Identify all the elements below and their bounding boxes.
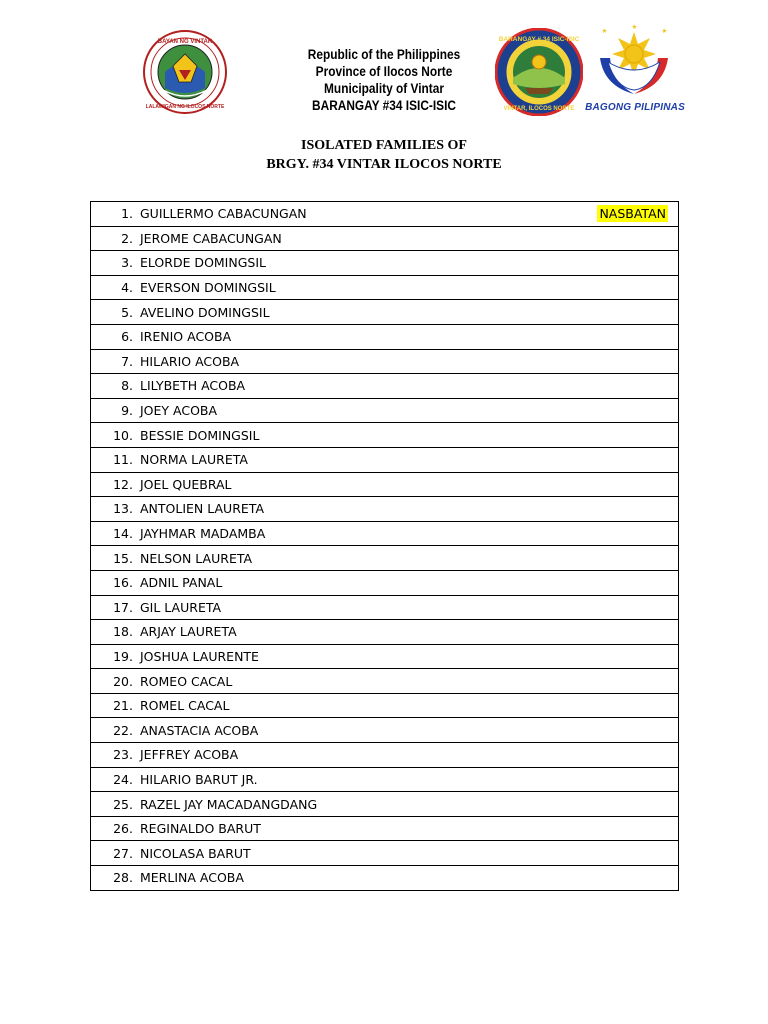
family-name: NELSON LAURETA: [140, 550, 253, 566]
table-row: [91, 546, 679, 571]
family-name: ARJAY LAURETA: [140, 624, 237, 640]
row-number: 15.: [113, 550, 133, 566]
isolated-families-table: [90, 201, 679, 891]
table-row: [91, 841, 679, 866]
table-row: [91, 447, 679, 472]
family-cell: [91, 644, 679, 669]
svg-text:LALAWIGAN NG ILOCOS NORTE: LALAWIGAN NG ILOCOS NORTE: [145, 104, 225, 110]
family-name: GUILLERMO CABACUNGAN: [140, 206, 307, 222]
table-row: [91, 595, 679, 620]
table-row: [91, 644, 679, 669]
family-cell: [91, 620, 679, 645]
row-number: 13.: [113, 501, 133, 517]
table-row: [91, 251, 679, 276]
family-cell: [91, 595, 679, 620]
table-row: [91, 497, 679, 522]
family-name: IRENIO ACOBA: [140, 329, 232, 345]
table-row: [91, 275, 679, 300]
family-name: HILARIO BARUT JR.: [140, 771, 258, 787]
row-number: 22.: [113, 722, 133, 738]
table-row: [91, 472, 679, 497]
header-line-province: Province of Ilocos Norte: [315, 64, 453, 79]
row-number: 12.: [113, 476, 133, 492]
row-number: 3.: [121, 255, 133, 271]
family-cell: [91, 275, 679, 300]
table-row: [91, 620, 679, 645]
row-number: 18.: [113, 624, 133, 640]
row-number: 7.: [121, 353, 133, 369]
family-name: EVERSON DOMINGSIL: [140, 280, 276, 296]
family-cell: [91, 300, 679, 325]
row-number: 9.: [121, 403, 133, 419]
table-row: [91, 792, 679, 817]
family-cell: [91, 324, 679, 349]
family-cell: [91, 521, 679, 546]
svg-text:BARANGAY # 34 ISIC-ISIC: BARANGAY # 34 ISIC-ISIC: [498, 36, 580, 43]
barangay-34-isic-isic-seal-icon: [495, 28, 583, 116]
svg-text:BAYAN NG VINTAR: BAYAN NG VINTAR: [157, 39, 213, 45]
table-row: [91, 816, 679, 841]
row-number: 20.: [113, 673, 133, 689]
table-row: [91, 570, 679, 595]
row-number: 14.: [113, 526, 133, 542]
row-number: 5.: [121, 304, 133, 320]
family-name: LILYBETH ACOBA: [140, 378, 246, 394]
table-row: [91, 398, 679, 423]
family-name: HILARIO ACOBA: [140, 353, 240, 369]
table-row: [91, 349, 679, 374]
family-name: JOEL QUEBRAL: [140, 476, 232, 492]
family-cell: [91, 546, 679, 571]
family-cell: [91, 743, 679, 768]
row-number: 4.: [121, 280, 133, 296]
family-cell: [91, 202, 679, 227]
family-cell: [91, 251, 679, 276]
row-number: 28.: [113, 870, 133, 886]
title-line-2: BRGY. #34 VINTAR ILOCOS NORTE: [266, 157, 502, 172]
title-line-1: ISOLATED FAMILIES OF: [301, 138, 467, 153]
table-row: [91, 324, 679, 349]
family-cell: [91, 570, 679, 595]
family-cell: [91, 374, 679, 399]
family-name: NICOLASA BARUT: [140, 845, 251, 861]
family-name: JOEY ACOBA: [140, 403, 218, 419]
family-name: AVELINO DOMINGSIL: [140, 304, 270, 320]
family-name: ROMEL CACAL: [140, 698, 230, 714]
bagong-pilipinas-label: BAGONG PILIPINAS: [585, 102, 685, 113]
header-line-barangay: BARANGAY #34 ISIC-ISIC: [312, 98, 456, 113]
family-cell: [91, 792, 679, 817]
family-cell: [91, 866, 679, 891]
family-cell: [91, 497, 679, 522]
family-cell: [91, 669, 679, 694]
family-cell: [91, 398, 679, 423]
row-number: 6.: [121, 329, 133, 345]
row-number: 16.: [113, 575, 133, 591]
row-number: 11.: [113, 452, 133, 468]
table-row: [91, 202, 679, 227]
row-number: 8.: [121, 378, 133, 394]
row-number: 1.: [121, 206, 133, 222]
document-title: [0, 136, 768, 174]
family-name: JAYHMAR MADAMBA: [140, 526, 266, 542]
row-number: 27.: [113, 845, 133, 861]
family-cell: [91, 841, 679, 866]
bagong-pilipinas-logo-icon: [594, 24, 674, 96]
row-number: 2.: [121, 230, 133, 246]
family-cell: [91, 447, 679, 472]
family-name: GIL LAURETA: [140, 599, 222, 615]
family-name: JEROME CABACUNGAN: [140, 230, 282, 246]
table-row: [91, 743, 679, 768]
bayan-ng-vintar-seal-icon: [143, 30, 227, 114]
family-name: NORMA LAURETA: [140, 452, 248, 468]
header-line-municipality: Municipality of Vintar: [324, 81, 444, 96]
family-cell: [91, 693, 679, 718]
table-row: [91, 300, 679, 325]
family-name: RAZEL JAY MACADANGDANG: [140, 796, 318, 812]
family-cell: [91, 349, 679, 374]
family-name: JEFFREY ACOBA: [140, 747, 239, 763]
row-number: 25.: [113, 796, 133, 812]
row-number: 26.: [113, 821, 133, 837]
family-cell: [91, 472, 679, 497]
family-name: BESSIE DOMINGSIL: [140, 427, 260, 443]
row-number: 17.: [113, 599, 133, 615]
family-name: JOSHUA LAURENTE: [140, 648, 259, 664]
family-name: ANASTACIA ACOBA: [140, 722, 259, 738]
row-number: 21.: [113, 698, 133, 714]
header-line-republic: Republic of the Philippines: [307, 47, 461, 62]
row-number: 23.: [113, 747, 133, 763]
table-row: [91, 669, 679, 694]
table-row: [91, 226, 679, 251]
table-row: [91, 693, 679, 718]
svg-text:VINTAR, ILOCOS NORTE: VINTAR, ILOCOS NORTE: [503, 106, 575, 112]
table-row: [91, 521, 679, 546]
family-name: MERLINA ACOBA: [140, 870, 244, 886]
government-header: [282, 46, 486, 114]
document-header: [0, 0, 768, 130]
family-cell: [91, 423, 679, 448]
family-name: ELORDE DOMINGSIL: [140, 255, 266, 271]
family-cell: [91, 718, 679, 743]
table-row: [91, 866, 679, 891]
table-row: [91, 374, 679, 399]
table-row: [91, 767, 679, 792]
family-name: ROMEO CACAL: [140, 673, 233, 689]
family-cell: [91, 226, 679, 251]
row-number: 10.: [113, 427, 133, 443]
family-cell: [91, 767, 679, 792]
family-name: ADNIL PANAL: [140, 575, 223, 591]
status-highlight: NASBATAN: [599, 206, 666, 221]
table-row: [91, 423, 679, 448]
row-number: 19.: [113, 648, 133, 664]
table-row: [91, 718, 679, 743]
family-cell: [91, 816, 679, 841]
family-name: ANTOLIEN LAURETA: [140, 501, 264, 517]
row-number: 24.: [113, 771, 133, 787]
family-name: REGINALDO BARUT: [140, 821, 261, 837]
